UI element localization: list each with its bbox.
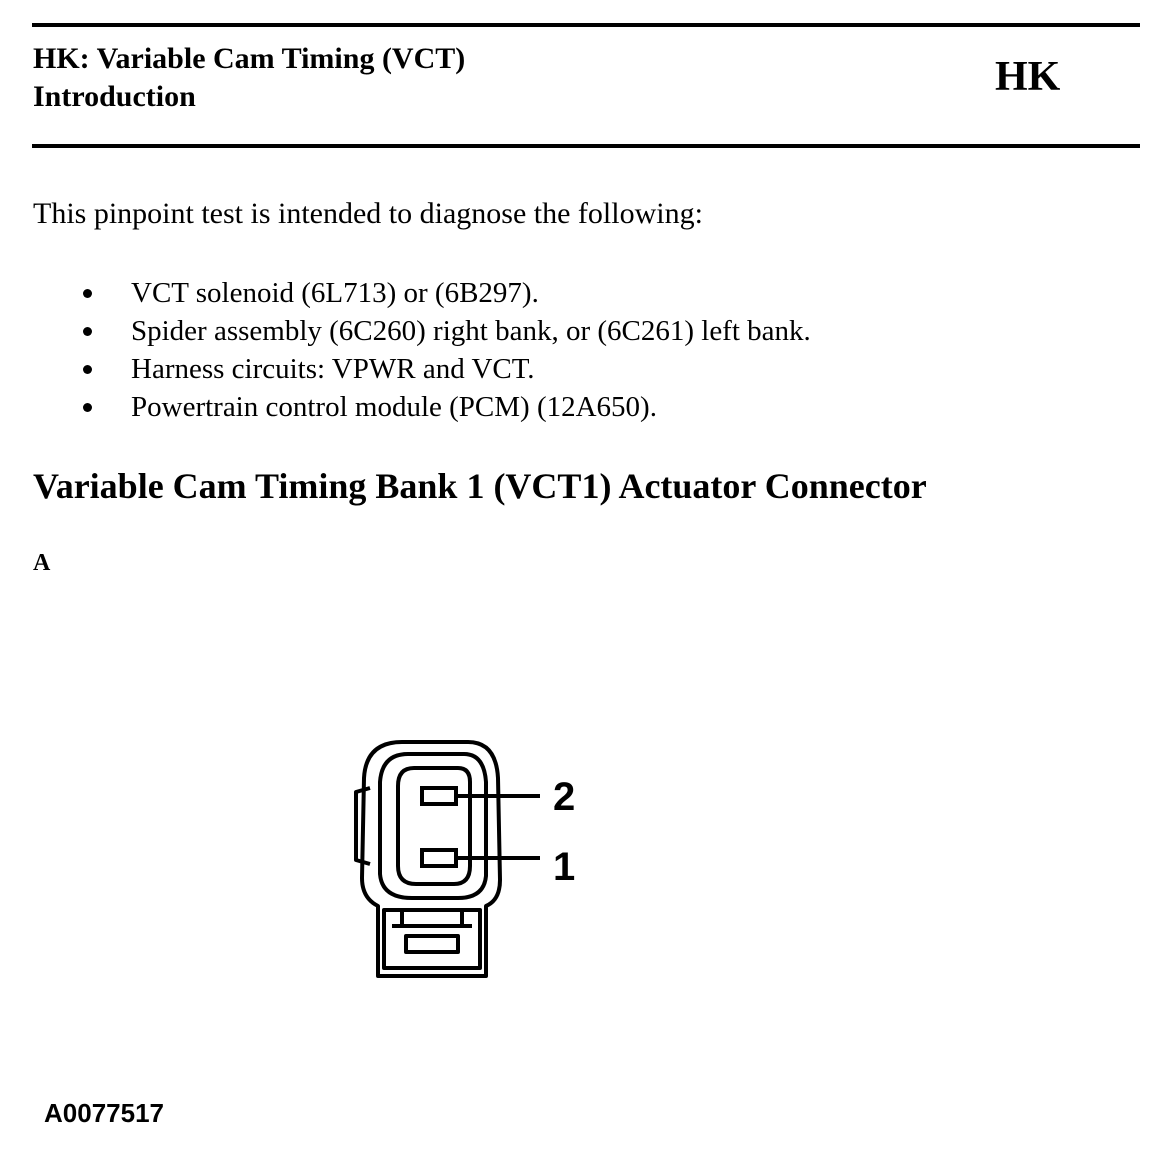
title-line-1: HK: Variable Cam Timing (VCT) <box>33 42 466 75</box>
pin-1 <box>422 850 456 866</box>
page-title <box>33 40 465 116</box>
diagnosis-list <box>0 274 811 426</box>
section-heading: Variable Cam Timing Bank 1 (VCT1) Actuator Connector <box>33 466 927 506</box>
bullet-icon <box>83 365 92 374</box>
pin-2 <box>422 788 456 804</box>
header-bottom-rule <box>32 144 1140 148</box>
list-item: Harness circuits: VPWR and VCT. <box>0 350 811 388</box>
bullet-icon <box>83 403 92 412</box>
connector-lock-latch <box>406 936 458 952</box>
intro-text: This pinpoint test is intended to diagnose the following: <box>33 197 703 230</box>
pin-label-1: 1 <box>553 845 576 889</box>
list-item: Powertrain control module (PCM) (12A650). <box>0 388 811 426</box>
list-item: VCT solenoid (6L713) or (6B297). <box>0 274 811 312</box>
view-label: A <box>33 550 51 576</box>
bullet-icon <box>83 289 92 298</box>
connector-diagram <box>340 730 600 990</box>
bullet-icon <box>83 327 92 336</box>
section-code: HK <box>995 54 1061 100</box>
list-item: Spider assembly (6C260) right bank, or (6C261) left bank. <box>0 312 811 350</box>
top-rule <box>32 23 1140 27</box>
connector-lock-housing <box>384 910 480 968</box>
title-line-2: Introduction <box>33 80 196 113</box>
pin-label-2: 2 <box>553 775 576 819</box>
figure-id: A0077517 <box>44 1098 164 1128</box>
